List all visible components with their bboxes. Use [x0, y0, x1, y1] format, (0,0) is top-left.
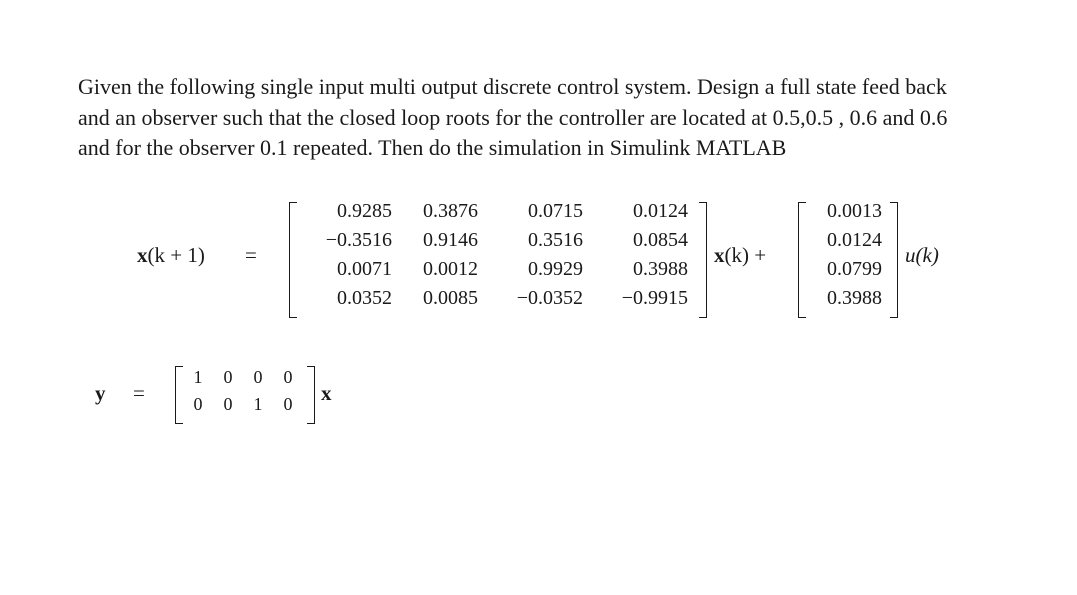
state-x-term	[714, 243, 766, 268]
matrix-a-cell: 0.9146	[423, 229, 478, 251]
matrix-a-cell: −0.9915	[621, 287, 688, 309]
state-x-vector: x	[714, 243, 725, 267]
matrix-a-cell: 0.0352	[337, 287, 392, 309]
matrix-c-cell: 0	[283, 394, 293, 414]
state-u-term: u(k)	[905, 243, 939, 267]
matrix-a-cell: 0.3516	[528, 229, 583, 251]
matrix-a-cell: 0.3988	[633, 258, 688, 280]
matrix-a-cell: 0.0085	[423, 287, 478, 309]
state-equals: =	[245, 243, 257, 267]
matrix-c-cell: 1	[253, 394, 263, 414]
problem-statement	[78, 72, 1038, 164]
matrix-c-cell: 0	[283, 367, 293, 387]
state-lhs-index: (k + 1)	[147, 243, 205, 267]
output-equals: =	[133, 381, 145, 405]
matrix-a-cell: 0.0071	[337, 258, 392, 280]
matrix-b-cell: 0.0799	[827, 258, 882, 280]
state-x-index: (k) +	[724, 243, 767, 267]
matrix-b-cell: 0.0013	[827, 200, 882, 222]
matrix-a-cell: 0.3876	[423, 200, 478, 222]
output-lhs: y	[95, 381, 106, 405]
matrix-c-right-bracket	[307, 366, 315, 424]
matrix-a-cell: 0.0854	[633, 229, 688, 251]
output-rhs: x	[321, 381, 332, 405]
matrix-a-cell: 0.0715	[528, 200, 583, 222]
matrix-a-cell: 0.9929	[528, 258, 583, 280]
matrix-c-cell: 1	[193, 367, 203, 387]
matrix-c-cell: 0	[193, 394, 203, 414]
matrix-c-cell: 0	[223, 394, 233, 414]
matrix-b-right-bracket	[890, 202, 898, 318]
matrix-b-cell: 0.3988	[827, 287, 882, 309]
matrix-b-cell: 0.0124	[827, 229, 882, 251]
matrix-a-left-bracket	[289, 202, 297, 318]
problem-line-2: and an observer such that the closed loop roots for the controller are located at 0.5,0.5 , 0.6 and 0.6	[78, 104, 948, 130]
matrix-c-cell: 0	[223, 367, 233, 387]
state-lhs-vector: x	[137, 243, 148, 267]
problem-line-3: and for the observer 0.1 repeated. Then do the simulation in Simulink MATLAB	[78, 135, 787, 160]
matrix-a-cell: −0.3516	[325, 229, 392, 251]
matrix-a-cell: 0.9285	[337, 200, 392, 222]
matrix-a-cell: 0.0124	[633, 200, 688, 222]
matrix-a-cell: −0.0352	[516, 287, 583, 309]
problem-line-1: Given the following single input multi output discrete control system. Design a full state feed back	[78, 74, 947, 99]
matrix-c-cell: 0	[253, 367, 263, 387]
state-lhs	[137, 243, 205, 268]
matrix-a-right-bracket	[699, 202, 707, 318]
matrix-a-cell: 0.0012	[423, 258, 478, 280]
matrix-c-left-bracket	[175, 366, 183, 424]
